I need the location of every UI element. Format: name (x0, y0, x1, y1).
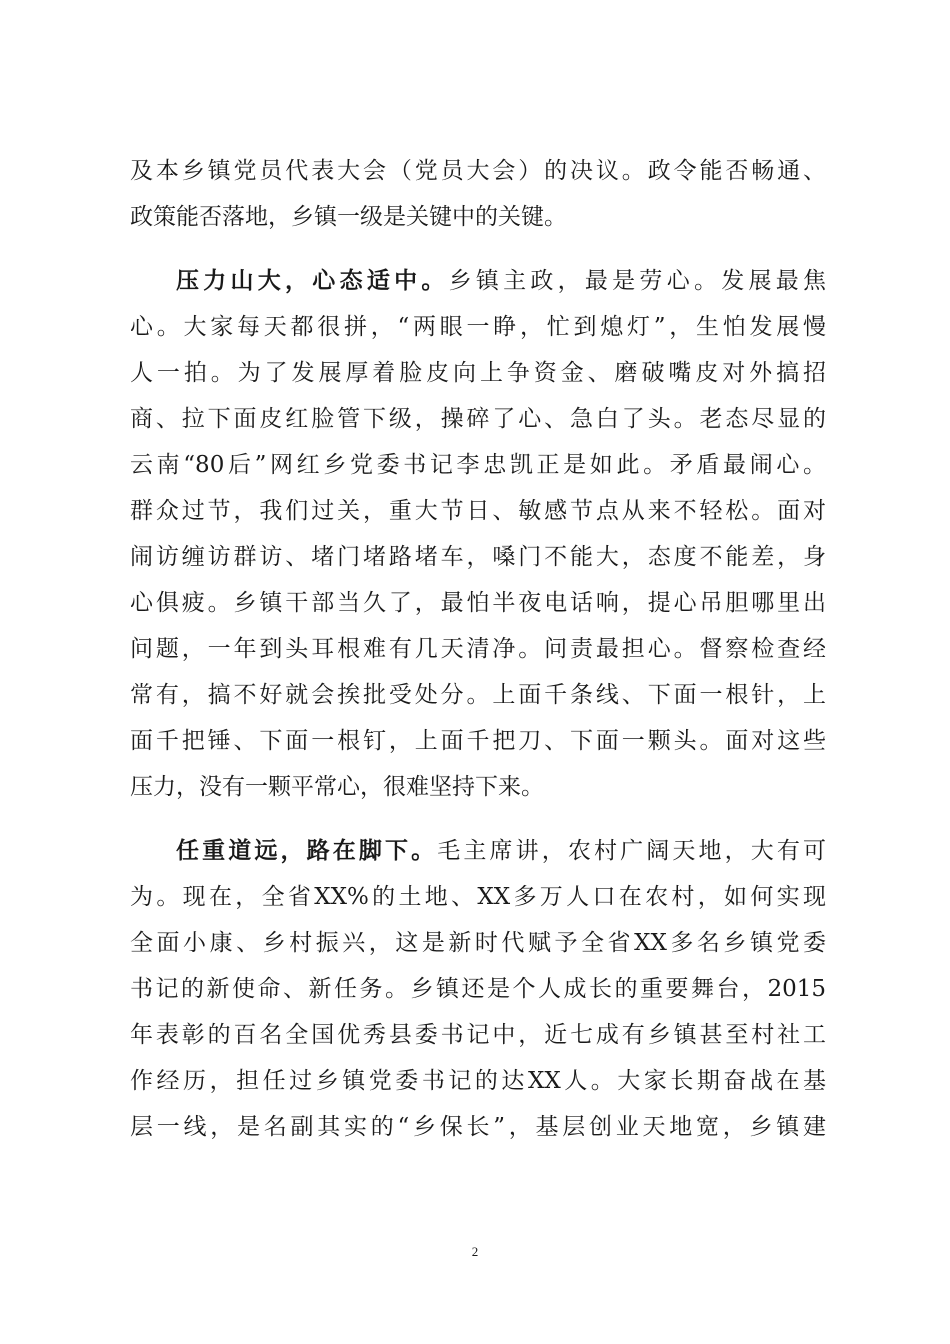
text-run: 乡镇主政，最是劳心。发展最焦 (448, 268, 826, 294)
text-line: 心俱疲。乡镇干部当久了，最怕半夜电话响，提心吊胆哪里出 (130, 590, 826, 616)
text-line: 闹访缠访群访、堵门堵路堵车，嗓门不能大，态度不能差，身 (130, 544, 826, 570)
text-line: 群众过节，我们过关，重大节日、敏感节点从来不轻松。面对 (130, 498, 826, 524)
text-line: 人一拍。为了发展厚着脸皮向上争资金、磨破嘴皮对外搞招 (130, 360, 826, 386)
text-line: 书记的新使命、新任务。乡镇还是个人成长的重要舞台，2015 (130, 976, 826, 1002)
text-line: 云南“80后”网红乡党委书记李忠凯正是如此。矛盾最闹心。 (130, 452, 826, 478)
text-line: 作经历，担任过乡镇党委书记的达XX人。大家长期奋战在基 (130, 1068, 826, 1094)
body-text (130, 148, 826, 1150)
text-line: 面千把锤、下面一根钉，上面千把刀、下面一颗头。面对这些 (130, 728, 826, 754)
text-line: 为。现在，全省XX%的土地、XX多万人口在农村，如何实现 (130, 884, 826, 910)
text-line: 政策能否落地，乡镇一级是关键中的关键。 (130, 204, 567, 230)
paragraph-first-line (130, 828, 826, 874)
text-line: 及本乡镇党员代表大会（党员大会）的决议。政令能否畅通、 (130, 158, 826, 184)
text-line: 全面小康、乡村振兴，这是新时代赋予全省XX多名乡镇党委 (130, 930, 826, 956)
text-line: 商、拉下面皮红脸管下级，操碎了心、急白了头。老态尽显的 (130, 406, 826, 432)
text-line: 压力，没有一颗平常心，很难坚持下来。 (130, 774, 544, 800)
page-number: 2 (471, 1244, 479, 1259)
paragraph-heading: 任重道远，路在脚下。 (176, 838, 438, 864)
text-line: 层一线，是名副其实的“乡保长”，基层创业天地宽，乡镇建 (130, 1114, 826, 1140)
text-line: 年表彰的百名全国优秀县委书记中，近七成有乡镇甚至村社工 (130, 1022, 826, 1048)
paragraph-heading: 压力山大，心态适中。 (176, 268, 449, 294)
text-line: 问题，一年到头耳根难有几天清净。问责最担心。督察检查经 (130, 636, 826, 662)
text-line: 心。大家每天都很拼，“两眼一睁，忙到熄灯”，生怕发展慢 (130, 314, 826, 340)
paragraph-first-line (130, 258, 826, 304)
text-run: 毛主席讲，农村广阔天地，大有可 (437, 838, 826, 864)
text-line: 常有，搞不好就会挨批受处分。上面千条线、下面一根针，上 (130, 682, 826, 708)
